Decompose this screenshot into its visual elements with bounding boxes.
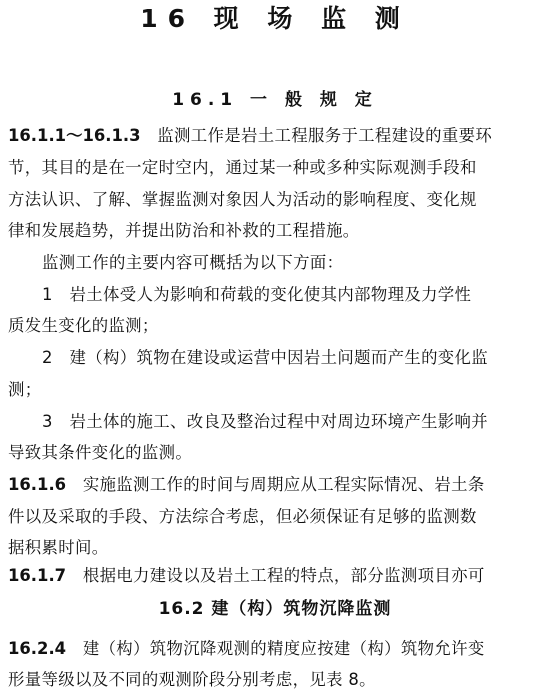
list-item-2-line-2: 测；	[8, 380, 42, 399]
clause-16-2-4-line-1	[8, 637, 544, 661]
clause-16-1-6-line-2: 件以及采取的手段、方法综合考虑，但必须保证有足够的监测数	[8, 507, 477, 526]
clause-text: 监测工作是岩土工程服务于工程建设的重要环	[157, 126, 493, 145]
list-item-2-line-1: 2 建（构）筑物在建设或运营中因岩土问题而产生的变化监	[42, 348, 489, 367]
clause-number: 16.1.6	[8, 475, 67, 494]
clause-text: 建（构）筑物沉降观测的精度应按建（构）筑物允许变	[82, 639, 485, 658]
clause-16-2-4-line-2: 形量等级以及不同的观测阶段分别考虑，见表 8。	[8, 670, 376, 689]
list-item-3-line-2: 导致其条件变化的监测。	[8, 443, 193, 462]
clause-16-1-1-line-1	[8, 124, 544, 148]
section-title-16-1: 16.1 一 般 规 定	[172, 90, 378, 110]
clause-text: 实施监测工作的时间与周期应从工程实际情况、岩土条	[82, 475, 485, 494]
clause-number: 16.1.1～16.1.3	[8, 126, 141, 145]
clause-16-1-1-line-5: 监测工作的主要内容可概括为以下方面：	[42, 253, 344, 272]
list-item-1-line-1: 1 岩土体受人为影响和荷载的变化使其内部物理及力学性	[42, 285, 472, 304]
clause-16-1-1-line-2: 节，其目的是在一定时空内，通过某一种或多种实际观测手段和	[8, 158, 477, 177]
list-item-1-line-2: 质发生变化的监测；	[8, 316, 159, 335]
clause-number: 16.1.7	[8, 566, 67, 585]
clause-16-1-1-line-3: 方法认识、了解、掌握监测对象因人为活动的影响程度、变化规	[8, 190, 477, 209]
clause-16-1-6-line-1	[8, 473, 544, 497]
clause-text: 根据电力建设以及岩土工程的特点，部分监测项目亦可	[82, 566, 485, 585]
clause-16-1-6-line-3: 据积累时间。	[8, 538, 109, 557]
list-item-3-line-1: 3 岩土体的施工、改良及整治过程中对周边环境产生影响并	[42, 412, 489, 431]
clause-16-1-7-line-1	[8, 564, 544, 588]
clause-16-1-1-line-4: 律和发展趋势，并提出防治和补救的工程措施。	[8, 221, 360, 240]
clause-number: 16.2.4	[8, 639, 67, 658]
chapter-title: 16 现 场 监 测	[140, 4, 410, 33]
section-title-16-2: 16.2 建（构）筑物沉降监测	[158, 599, 392, 619]
